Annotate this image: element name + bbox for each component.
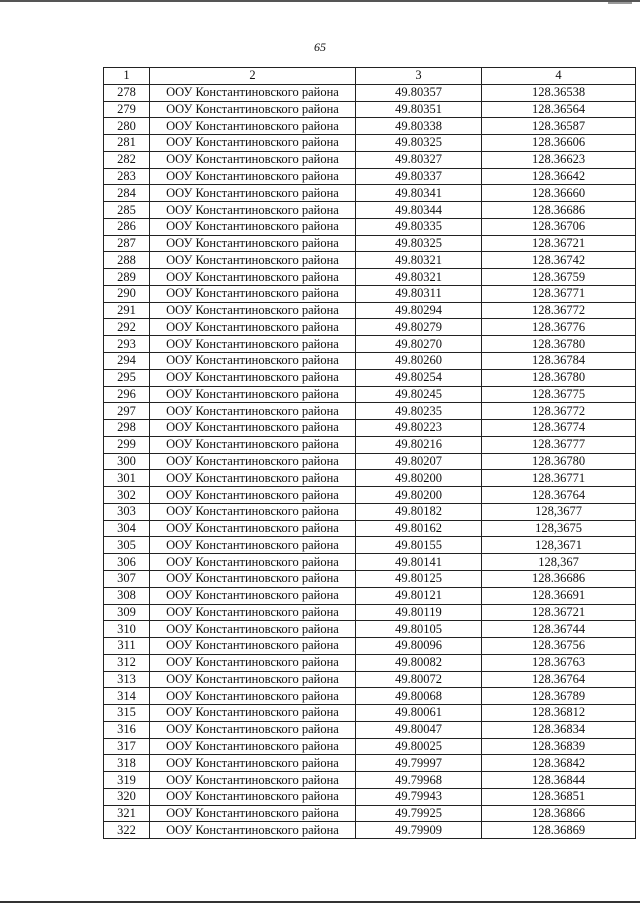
latitude-cell: 49.80325 (356, 135, 482, 152)
latitude-cell: 49.80270 (356, 336, 482, 353)
row-number-cell: 319 (104, 772, 150, 789)
row-number-cell: 318 (104, 755, 150, 772)
table-row (104, 369, 636, 386)
organization-cell: ООУ Константиновского района (150, 788, 356, 805)
latitude-cell: 49.80072 (356, 671, 482, 688)
longitude-cell: 128.36686 (482, 570, 636, 587)
longitude-cell: 128.36812 (482, 705, 636, 722)
latitude-cell: 49.80105 (356, 621, 482, 638)
organization-cell: ООУ Константиновского района (150, 604, 356, 621)
table-row (104, 118, 636, 135)
header-row (104, 68, 636, 85)
table-row (104, 537, 636, 554)
table-row (104, 520, 636, 537)
table-row (104, 218, 636, 235)
row-number-cell: 279 (104, 101, 150, 118)
row-number-cell: 315 (104, 705, 150, 722)
row-number-cell: 291 (104, 302, 150, 319)
longitude-cell: 128.36606 (482, 135, 636, 152)
organization-cell: ООУ Константиновского района (150, 202, 356, 219)
longitude-cell: 128.36789 (482, 688, 636, 705)
table-row (104, 235, 636, 252)
latitude-cell: 49.80216 (356, 436, 482, 453)
table-row (104, 721, 636, 738)
latitude-cell: 49.80321 (356, 252, 482, 269)
latitude-cell: 49.80207 (356, 453, 482, 470)
longitude-cell: 128.36660 (482, 185, 636, 202)
latitude-cell: 49.80341 (356, 185, 482, 202)
row-number-cell: 317 (104, 738, 150, 755)
row-number-cell: 304 (104, 520, 150, 537)
organization-cell: ООУ Константиновского района (150, 654, 356, 671)
header-col-2: 2 (150, 68, 356, 85)
organization-cell: ООУ Константиновского района (150, 252, 356, 269)
row-number-cell: 281 (104, 135, 150, 152)
latitude-cell: 49.80325 (356, 235, 482, 252)
row-number-cell: 298 (104, 420, 150, 437)
organization-cell: ООУ Константиновского района (150, 520, 356, 537)
organization-cell: ООУ Константиновского района (150, 168, 356, 185)
row-number-cell: 321 (104, 805, 150, 822)
longitude-cell: 128.36839 (482, 738, 636, 755)
table-row (104, 436, 636, 453)
table-row (104, 822, 636, 839)
organization-cell: ООУ Константиновского района (150, 470, 356, 487)
latitude-cell: 49.80327 (356, 151, 482, 168)
coordinates-table (103, 67, 636, 839)
latitude-cell: 49.79909 (356, 822, 482, 839)
longitude-cell: 128.36844 (482, 772, 636, 789)
longitude-cell: 128,367 (482, 554, 636, 571)
table-row (104, 151, 636, 168)
longitude-cell: 128.36763 (482, 654, 636, 671)
table-row (104, 386, 636, 403)
table-row (104, 319, 636, 336)
header-col-4: 4 (482, 68, 636, 85)
organization-cell: ООУ Константиновского района (150, 101, 356, 118)
longitude-cell: 128.36866 (482, 805, 636, 822)
table-row (104, 487, 636, 504)
longitude-cell: 128.36869 (482, 822, 636, 839)
latitude-cell: 49.80254 (356, 369, 482, 386)
row-number-cell: 303 (104, 503, 150, 520)
organization-cell: ООУ Константиновского района (150, 84, 356, 101)
longitude-cell: 128.36721 (482, 604, 636, 621)
row-number-cell: 294 (104, 353, 150, 370)
row-number-cell: 302 (104, 487, 150, 504)
latitude-cell: 49.80235 (356, 403, 482, 420)
longitude-cell: 128.36771 (482, 285, 636, 302)
table-row (104, 135, 636, 152)
table-row (104, 252, 636, 269)
row-number-cell: 278 (104, 84, 150, 101)
table-row (104, 772, 636, 789)
organization-cell: ООУ Константиновского района (150, 705, 356, 722)
row-number-cell: 288 (104, 252, 150, 269)
header-col-3: 3 (356, 68, 482, 85)
organization-cell: ООУ Константиновского района (150, 285, 356, 302)
organization-cell: ООУ Константиновского района (150, 218, 356, 235)
scan-edge-bottom (0, 901, 640, 903)
row-number-cell: 292 (104, 319, 150, 336)
organization-cell: ООУ Константиновского района (150, 336, 356, 353)
longitude-cell: 128.36587 (482, 118, 636, 135)
row-number-cell: 305 (104, 537, 150, 554)
longitude-cell: 128.36771 (482, 470, 636, 487)
organization-cell: ООУ Константиновского района (150, 118, 356, 135)
latitude-cell: 49.80121 (356, 587, 482, 604)
latitude-cell: 49.79925 (356, 805, 482, 822)
table-row (104, 570, 636, 587)
table-row (104, 805, 636, 822)
table-row (104, 705, 636, 722)
longitude-cell: 128.36772 (482, 302, 636, 319)
table-row (104, 654, 636, 671)
row-number-cell: 289 (104, 269, 150, 286)
longitude-cell: 128.36538 (482, 84, 636, 101)
organization-cell: ООУ Константиновского района (150, 235, 356, 252)
longitude-cell: 128.36744 (482, 621, 636, 638)
longitude-cell: 128.36686 (482, 202, 636, 219)
latitude-cell: 49.80025 (356, 738, 482, 755)
latitude-cell: 49.80223 (356, 420, 482, 437)
longitude-cell: 128,3675 (482, 520, 636, 537)
table-row (104, 285, 636, 302)
row-number-cell: 287 (104, 235, 150, 252)
organization-cell: ООУ Константиновского района (150, 688, 356, 705)
longitude-cell: 128.36776 (482, 319, 636, 336)
table-row (104, 621, 636, 638)
row-number-cell: 299 (104, 436, 150, 453)
organization-cell: ООУ Константиновского района (150, 185, 356, 202)
latitude-cell: 49.80200 (356, 470, 482, 487)
row-number-cell: 297 (104, 403, 150, 420)
organization-cell: ООУ Константиновского района (150, 570, 356, 587)
table-row (104, 554, 636, 571)
table-row (104, 202, 636, 219)
latitude-cell: 49.80082 (356, 654, 482, 671)
organization-cell: ООУ Константиновского района (150, 587, 356, 604)
organization-cell: ООУ Константиновского района (150, 353, 356, 370)
scan-edge-top (0, 0, 640, 2)
latitude-cell: 49.80068 (356, 688, 482, 705)
row-number-cell: 322 (104, 822, 150, 839)
latitude-cell: 49.80321 (356, 269, 482, 286)
organization-cell: ООУ Константиновского района (150, 638, 356, 655)
row-number-cell: 300 (104, 453, 150, 470)
row-number-cell: 316 (104, 721, 150, 738)
table-row (104, 84, 636, 101)
organization-cell: ООУ Константиновского района (150, 755, 356, 772)
row-number-cell: 293 (104, 336, 150, 353)
row-number-cell: 282 (104, 151, 150, 168)
latitude-cell: 49.80279 (356, 319, 482, 336)
organization-cell: ООУ Константиновского района (150, 621, 356, 638)
organization-cell: ООУ Константиновского района (150, 319, 356, 336)
table-row (104, 302, 636, 319)
table-row (104, 503, 636, 520)
table-row (104, 420, 636, 437)
latitude-cell: 49.80125 (356, 570, 482, 587)
organization-cell: ООУ Константиновского района (150, 671, 356, 688)
latitude-cell: 49.80338 (356, 118, 482, 135)
table-row (104, 470, 636, 487)
latitude-cell: 49.80162 (356, 520, 482, 537)
organization-cell: ООУ Константиновского района (150, 403, 356, 420)
latitude-cell: 49.80155 (356, 537, 482, 554)
organization-cell: ООУ Константиновского района (150, 537, 356, 554)
longitude-cell: 128.36756 (482, 638, 636, 655)
row-number-cell: 309 (104, 604, 150, 621)
latitude-cell: 49.80351 (356, 101, 482, 118)
row-number-cell: 301 (104, 470, 150, 487)
longitude-cell: 128.36642 (482, 168, 636, 185)
organization-cell: ООУ Константиновского района (150, 302, 356, 319)
table-body (104, 84, 636, 838)
longitude-cell: 128.36764 (482, 671, 636, 688)
latitude-cell: 49.80119 (356, 604, 482, 621)
longitude-cell: 128.36784 (482, 353, 636, 370)
table-row (104, 185, 636, 202)
row-number-cell: 295 (104, 369, 150, 386)
organization-cell: ООУ Константиновского района (150, 721, 356, 738)
latitude-cell: 49.80141 (356, 554, 482, 571)
latitude-cell: 49.79968 (356, 772, 482, 789)
table-row (104, 353, 636, 370)
page-number: 65 (314, 40, 326, 54)
row-number-cell: 313 (104, 671, 150, 688)
table-row (104, 671, 636, 688)
organization-cell: ООУ Константиновского района (150, 487, 356, 504)
table-header (104, 68, 636, 85)
organization-cell: ООУ Константиновского района (150, 135, 356, 152)
table-row (104, 604, 636, 621)
organization-cell: ООУ Константиновского района (150, 554, 356, 571)
longitude-cell: 128.36759 (482, 269, 636, 286)
row-number-cell: 286 (104, 218, 150, 235)
organization-cell: ООУ Константиновского района (150, 772, 356, 789)
table-row (104, 101, 636, 118)
table-row (104, 336, 636, 353)
table-row (104, 269, 636, 286)
row-number-cell: 285 (104, 202, 150, 219)
organization-cell: ООУ Константиновского района (150, 822, 356, 839)
longitude-cell: 128.36706 (482, 218, 636, 235)
row-number-cell: 280 (104, 118, 150, 135)
organization-cell: ООУ Константиновского района (150, 386, 356, 403)
latitude-cell: 49.80061 (356, 705, 482, 722)
row-number-cell: 310 (104, 621, 150, 638)
header-col-1: 1 (104, 68, 150, 85)
row-number-cell: 283 (104, 168, 150, 185)
latitude-cell: 49.80260 (356, 353, 482, 370)
table-row (104, 688, 636, 705)
row-number-cell: 290 (104, 285, 150, 302)
table-row (104, 755, 636, 772)
table-row (104, 638, 636, 655)
organization-cell: ООУ Константиновского района (150, 269, 356, 286)
longitude-cell: 128.36775 (482, 386, 636, 403)
table-row (104, 453, 636, 470)
table-row (104, 738, 636, 755)
row-number-cell: 312 (104, 654, 150, 671)
latitude-cell: 49.80245 (356, 386, 482, 403)
organization-cell: ООУ Константиновского района (150, 151, 356, 168)
latitude-cell: 49.80096 (356, 638, 482, 655)
longitude-cell: 128.36780 (482, 453, 636, 470)
table-row (104, 788, 636, 805)
latitude-cell: 49.80344 (356, 202, 482, 219)
row-number-cell: 284 (104, 185, 150, 202)
longitude-cell: 128.36780 (482, 336, 636, 353)
table-row (104, 403, 636, 420)
table-row (104, 168, 636, 185)
row-number-cell: 311 (104, 638, 150, 655)
longitude-cell: 128.36691 (482, 587, 636, 604)
latitude-cell: 49.80294 (356, 302, 482, 319)
organization-cell: ООУ Константиновского района (150, 805, 356, 822)
row-number-cell: 320 (104, 788, 150, 805)
longitude-cell: 128.36834 (482, 721, 636, 738)
row-number-cell: 314 (104, 688, 150, 705)
row-number-cell: 306 (104, 554, 150, 571)
organization-cell: ООУ Константиновского района (150, 453, 356, 470)
longitude-cell: 128.36742 (482, 252, 636, 269)
longitude-cell: 128.36780 (482, 369, 636, 386)
latitude-cell: 49.79943 (356, 788, 482, 805)
longitude-cell: 128.36777 (482, 436, 636, 453)
latitude-cell: 49.80182 (356, 503, 482, 520)
organization-cell: ООУ Константиновского района (150, 436, 356, 453)
longitude-cell: 128.36842 (482, 755, 636, 772)
latitude-cell: 49.80337 (356, 168, 482, 185)
row-number-cell: 296 (104, 386, 150, 403)
latitude-cell: 49.79997 (356, 755, 482, 772)
organization-cell: ООУ Константиновского района (150, 420, 356, 437)
longitude-cell: 128.36564 (482, 101, 636, 118)
organization-cell: ООУ Константиновского района (150, 503, 356, 520)
latitude-cell: 49.80311 (356, 285, 482, 302)
row-number-cell: 308 (104, 587, 150, 604)
organization-cell: ООУ Константиновского района (150, 369, 356, 386)
latitude-cell: 49.80335 (356, 218, 482, 235)
scan-mark (608, 2, 632, 4)
longitude-cell: 128,3677 (482, 503, 636, 520)
longitude-cell: 128,3671 (482, 537, 636, 554)
row-number-cell: 307 (104, 570, 150, 587)
organization-cell: ООУ Константиновского района (150, 738, 356, 755)
longitude-cell: 128.36772 (482, 403, 636, 420)
longitude-cell: 128.36851 (482, 788, 636, 805)
latitude-cell: 49.80200 (356, 487, 482, 504)
longitude-cell: 128.36774 (482, 420, 636, 437)
longitude-cell: 128.36721 (482, 235, 636, 252)
latitude-cell: 49.80357 (356, 84, 482, 101)
table-row (104, 587, 636, 604)
longitude-cell: 128.36623 (482, 151, 636, 168)
longitude-cell: 128.36764 (482, 487, 636, 504)
latitude-cell: 49.80047 (356, 721, 482, 738)
